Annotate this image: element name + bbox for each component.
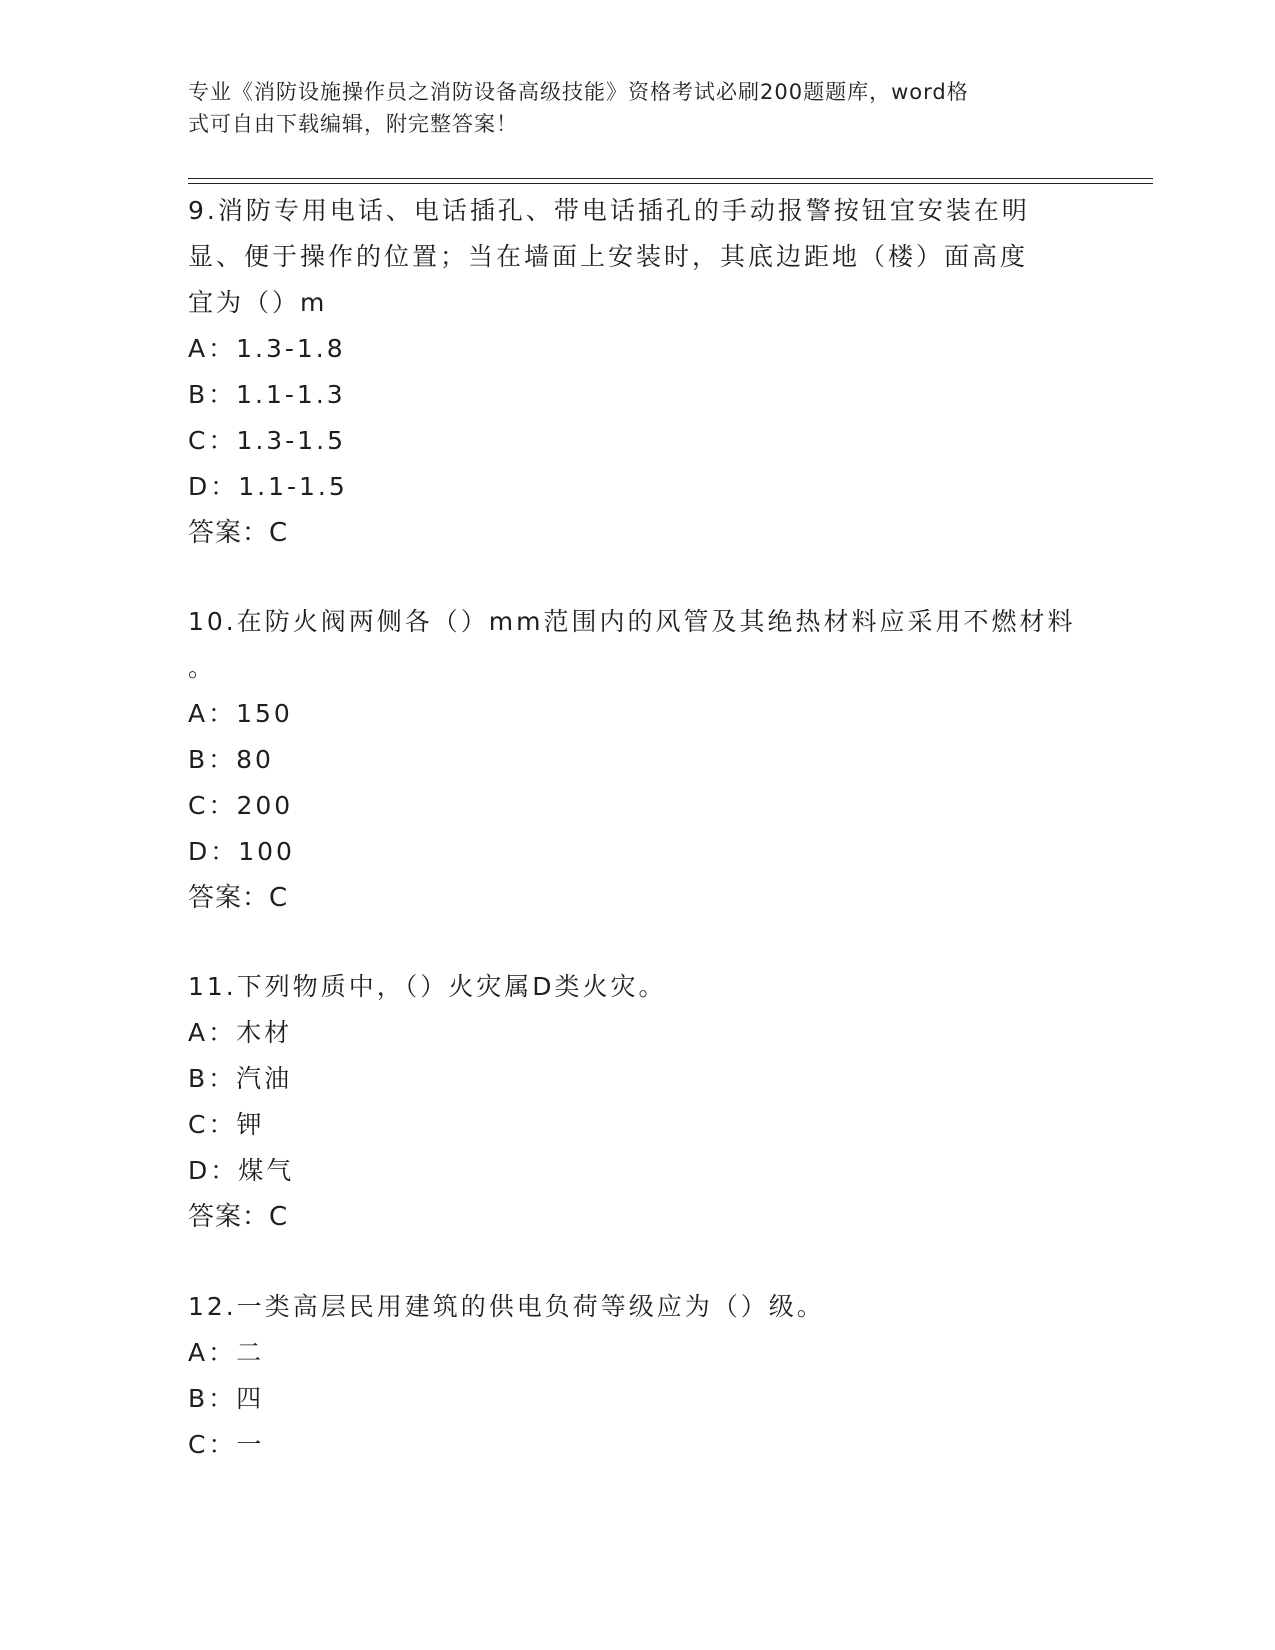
option-a: A：1.3-1.8	[188, 334, 346, 363]
question-text-line: 显、便于操作的位置；当在墙面上安装时，其底边距地（楼）面高度	[188, 242, 1029, 271]
option-c: C：200	[188, 791, 294, 820]
header-divider-bottom	[188, 183, 1153, 184]
question-text-line: 9.消防专用电话、电话插孔、带电话插孔的手动报警按钮宜安装在明	[188, 196, 1030, 225]
option-c: C：1.3-1.5	[188, 426, 346, 455]
document-header	[188, 76, 1068, 140]
option-c: C：一	[188, 1430, 265, 1459]
question-text-line: 。	[188, 653, 217, 682]
question-text-line: 10.在防火阀两侧各（）mm范围内的风管及其绝热材料应采用不燃材料	[188, 607, 1076, 636]
option-b: B：汽油	[188, 1064, 293, 1093]
option-b: B：80	[188, 745, 274, 774]
question-11	[188, 964, 1088, 1240]
question-text-line: 12.一类高层民用建筑的供电负荷等级应为（）级。	[188, 1292, 825, 1321]
option-d: D：1.1-1.5	[188, 472, 348, 501]
answer-line: 答案：C	[188, 883, 289, 913]
option-b: B：四	[188, 1384, 265, 1413]
answer-line: 答案：C	[188, 518, 289, 548]
header-line-1: 专业《消防设施操作员之消防设备高级技能》资格考试必刷200题题库，word格	[188, 80, 969, 104]
header-line-2: 式可自由下载编辑，附完整答案！	[188, 112, 518, 136]
option-b: B：1.1-1.3	[188, 380, 346, 409]
question-9	[188, 188, 1088, 556]
option-c: C：钾	[188, 1110, 265, 1139]
option-d: D：100	[188, 837, 295, 866]
question-12	[188, 1284, 1088, 1468]
question-text-line: 宜为（）m	[188, 288, 328, 317]
option-a: A：木材	[188, 1018, 293, 1047]
answer-line: 答案：C	[188, 1202, 289, 1232]
option-a: A：150	[188, 699, 293, 728]
question-10	[188, 599, 1088, 921]
question-text-line: 11.下列物质中，（）火灾属D类火灾。	[188, 972, 667, 1001]
option-a: A：二	[188, 1338, 265, 1367]
option-d: D：煤气	[188, 1156, 295, 1185]
header-divider-top	[188, 178, 1153, 179]
